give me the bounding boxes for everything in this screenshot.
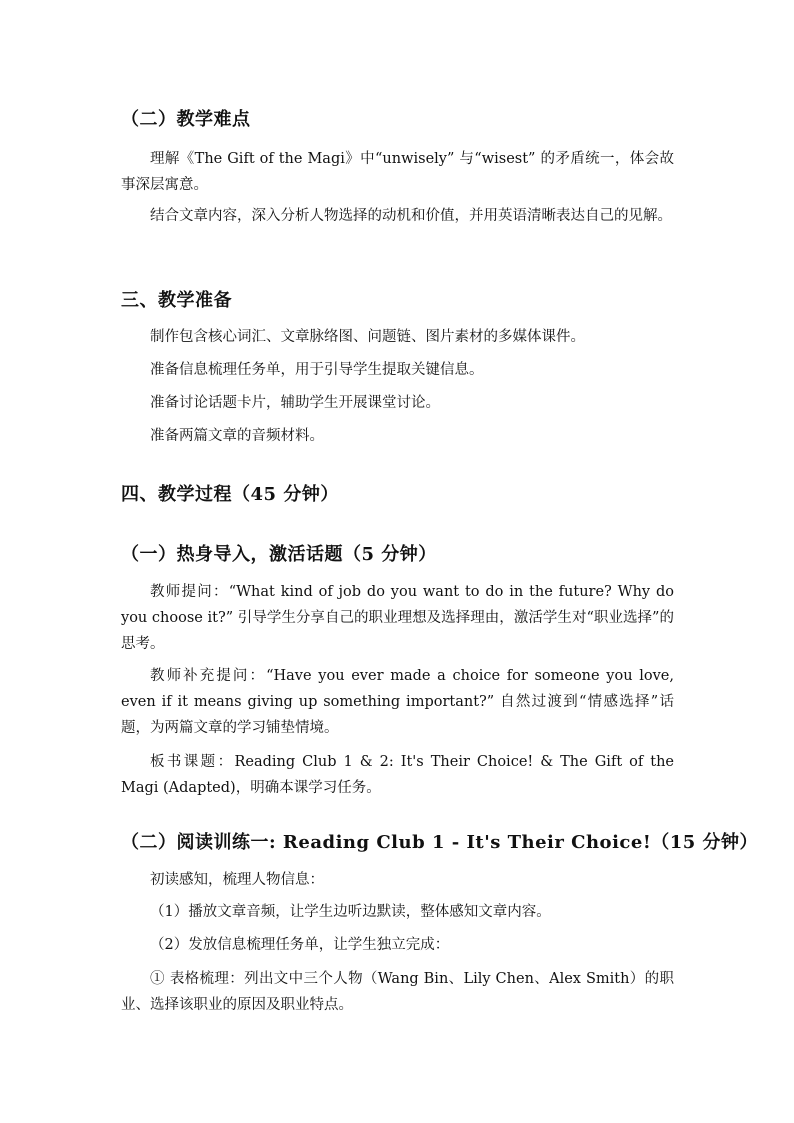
paragraph-reading-3: （2）发放信息梳理任务单，让学生独立完成：	[150, 937, 450, 953]
paragraph-reading-4: ① 表格梳理：列出文中三个人物（Wang Bin、Lily Chen、Alex Smith）的职业、选择该职业的原因及职业特点。	[121, 971, 674, 1013]
paragraph-reading-1: 初读感知，梳理人物信息：	[150, 872, 324, 888]
heading-teaching-preparation: 三、教学准备	[121, 290, 232, 311]
paragraph-warmup-3: 板书课题：Reading Club 1 & 2: It's Their Choice! & The Gift of the Magi (Adapted)，明确本课学习任务。	[121, 754, 674, 796]
paragraph-difficulty-2: 结合文章内容，深入分析人物选择的动机和价值，并用英语清晰表达自己的见解。	[150, 208, 672, 224]
paragraph-warmup-1: 教师提问：“What kind of job do you want to do in the future? Why do you choose it?” 引导学生分享自己的职业理想及选择理由，激活学生对“职业选择”的思考。	[121, 584, 674, 652]
prep-item-2: 准备信息梳理任务单，用于引导学生提取关键信息。	[150, 362, 484, 378]
heading-reading-training: （二）阅读训练一: Reading Club 1 - It's Their Choice!（15 分钟）	[121, 832, 759, 853]
paragraph-difficulty-1: 理解《The Gift of the Magi》中“unwisely” 与“wisest” 的矛盾统一，体会故事深层寓意。	[121, 151, 674, 193]
prep-item-1: 制作包含核心词汇、文章脉络图、问题链、图片素材的多媒体课件。	[150, 329, 585, 345]
prep-item-4: 准备两篇文章的音频材料。	[150, 428, 324, 444]
prep-item-3: 准备讨论话题卡片，辅助学生开展课堂讨论。	[150, 395, 440, 411]
heading-teaching-difficulty: （二）教学难点	[121, 109, 251, 130]
paragraph-reading-2: （1）播放文章音频，让学生边听边默读，整体感知文章内容。	[150, 904, 551, 920]
paragraph-warmup-2: 教师补充提问：“Have you ever made a choice for someone you love, even if it means giving up something important?” 自然过渡到“情感选择”话题，为两篇文章的学习铺垫情境。	[121, 668, 674, 736]
heading-warmup: （一）热身导入，激活话题（5 分钟）	[121, 544, 437, 565]
heading-teaching-process: 四、教学过程（45 分钟）	[121, 484, 339, 505]
